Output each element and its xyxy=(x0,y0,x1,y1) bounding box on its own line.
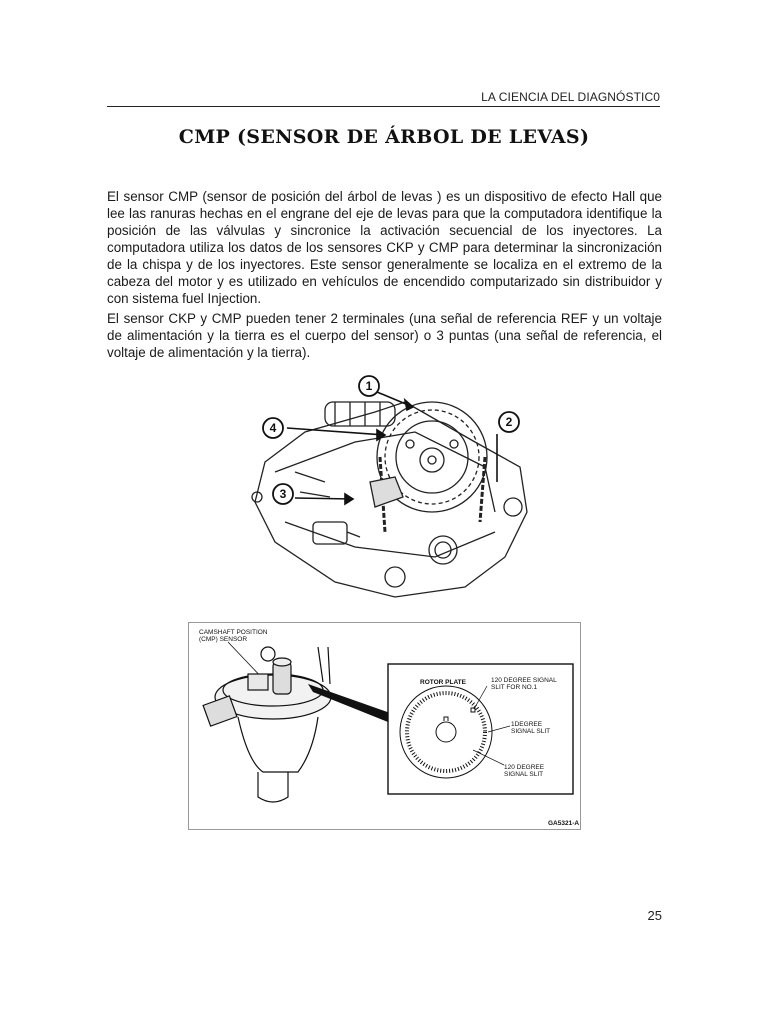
slit-no1-line1: 120 DEGREE SIGNAL xyxy=(491,677,557,684)
rotor-plate-label: ROTOR PLATE xyxy=(420,679,466,686)
header-text: LA CIENCIA DEL DIAGNÓSTIC0 xyxy=(481,90,660,104)
page-title: CMP (SENSOR DE ÁRBOL DE LEVAS) xyxy=(178,126,590,148)
slit-1deg-line2: SIGNAL SLIT xyxy=(511,728,551,735)
slit-120-line2: SIGNAL SLIT xyxy=(504,771,544,778)
callout-1-label: 1 xyxy=(365,379,373,393)
callout-3-label: 3 xyxy=(279,487,287,501)
slit-no1-line2: SLIT FOR NO.1 xyxy=(491,684,538,691)
callout-2-label: 2 xyxy=(505,415,513,429)
running-header xyxy=(107,90,660,107)
callout-4-label: 4 xyxy=(269,421,277,435)
page-number: 25 xyxy=(647,908,662,923)
slit-120-line1: 120 DEGREE xyxy=(504,764,545,771)
figure-code: GA5321-A xyxy=(548,820,580,827)
sensor-label-line2: (CMP) SENSOR xyxy=(199,636,248,643)
cmp-sensor-figure xyxy=(188,622,581,830)
engine-camshaft-figure xyxy=(235,372,535,600)
paragraph-2: El sensor CKP y CMP pueden tener 2 terminales (una señal de referencia REF y un voltaje de alimentación y la tierra es el cuerpo del sensor) o 3 puntas (una señal de referencia, el voltaje de alimentación y la tierra). xyxy=(107,311,662,360)
sensor-label-line1: CAMSHAFT POSITION xyxy=(199,629,268,636)
slit-1deg-line1: 1DEGREE xyxy=(511,721,543,728)
paragraph-1: El sensor CMP (sensor de posición del árbol de levas ) es un dispositivo de efecto Hall que lee las ranuras hechas en el engrane del eje de levas para que la computadora identifique la posición de las válvulas y sincronice la activación secuencial de los inyectores. La computadora utiliza los datos de los sensores CKP y CMP para determinar la sincronización de la chispa y de los inyectores. Este sensor generalmente se localiza en el extremo de la cabeza del motor y es utilizado en vehículos de encendido computarizado sin distribuidor y con sistema fuel Injection. xyxy=(107,189,662,306)
